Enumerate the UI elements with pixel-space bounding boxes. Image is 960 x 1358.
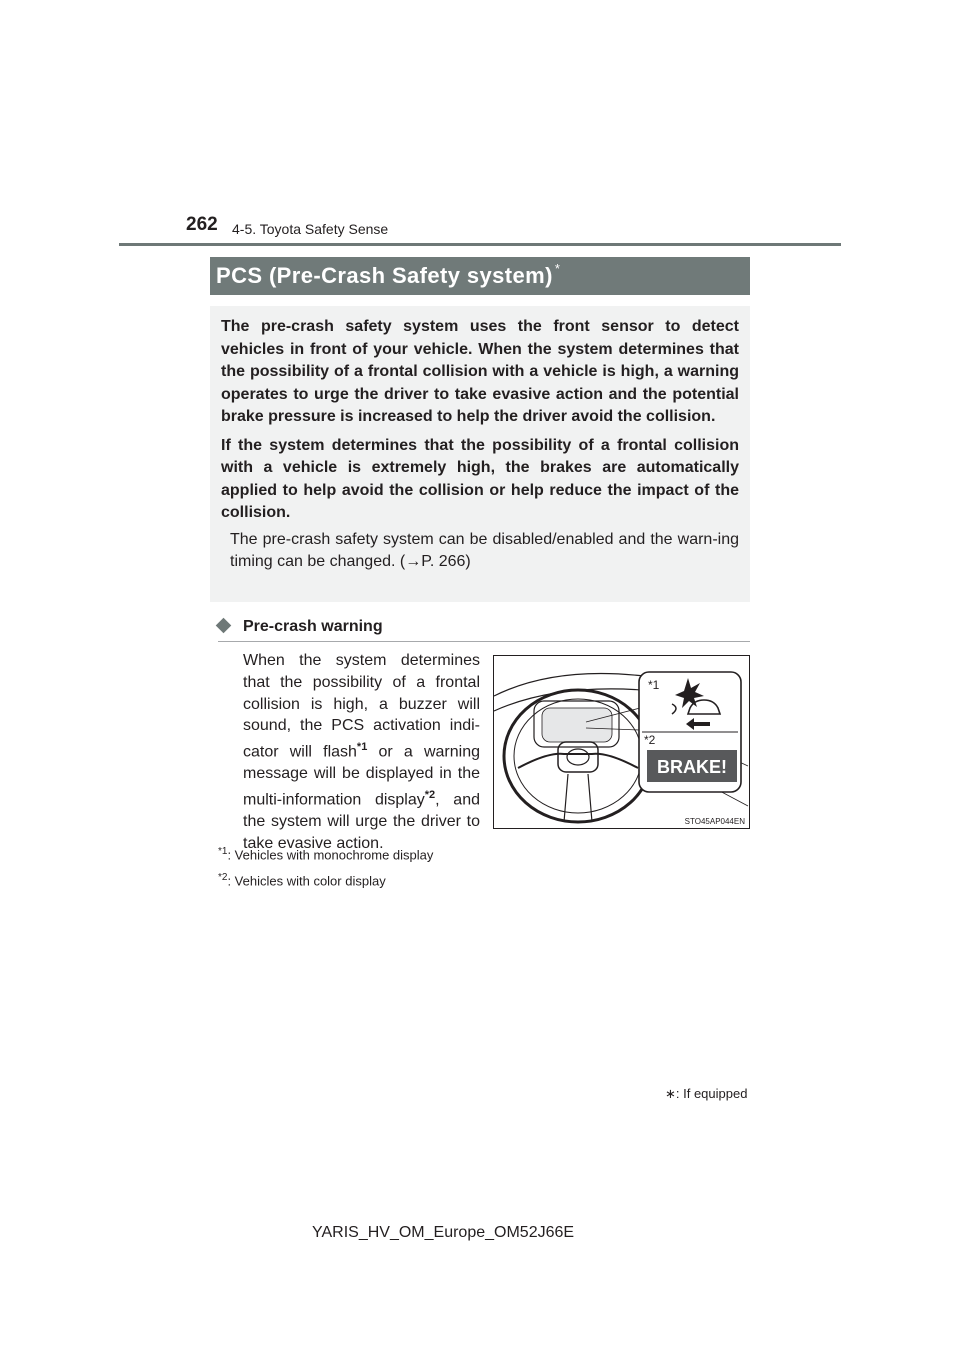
page-number: 262 <box>186 214 218 235</box>
intro-note: The pre-crash safety system can be disabled/enabled and the warn-ing timing can be changed. (→P. 266) <box>230 530 739 570</box>
document-code-footer: YARIS_HV_OM_Europe_OM52J66E <box>312 1224 575 1241</box>
illustration-code: STO45AP044EN <box>684 817 745 826</box>
footnote-1-text: : Vehicles with monochrome display <box>227 847 434 863</box>
if-equipped-marker: * <box>554 261 561 276</box>
steering-wheel-spoke <box>518 754 638 768</box>
diamond-bullet-icon <box>216 618 232 634</box>
body-part-2: or a warning message will be displayed in the multi-information display <box>243 743 480 809</box>
dashboard-top-line <box>494 674 644 697</box>
page-title-text: PCS (Pre-Crash Safety system) <box>216 263 553 288</box>
body-part-3: , and the system will urge the driver to take evasive action. <box>243 791 480 853</box>
footnote-2 <box>218 872 386 888</box>
footnote-ref-1: *1 <box>356 741 368 754</box>
body-part-1: When the system determines that the possibility of a frontal collision is high, a buzzer will sound, the PCS activation indi-cator will flash <box>243 652 480 761</box>
subsection-title: Pre-crash warning <box>243 618 383 635</box>
steering-wheel-logo <box>567 749 589 765</box>
footnote-ref-2: *2 <box>424 789 436 802</box>
dashboard-illustration <box>493 655 750 829</box>
dashboard-drawing <box>494 656 749 828</box>
illustration-label-1: *1 <box>648 678 660 692</box>
header-rule <box>119 243 841 246</box>
illustration-label-2: *2 <box>644 733 656 747</box>
footnote-2-text: : Vehicles with color display <box>227 873 386 889</box>
if-equipped-note: ∗: If equipped <box>665 1086 748 1101</box>
subsection-heading <box>218 617 750 642</box>
footnote-2-mark: *2 <box>218 872 228 883</box>
steering-column <box>564 774 592 822</box>
footnote-1-mark: *1 <box>218 846 228 857</box>
section-label: 4-5. Toyota Safety Sense <box>232 221 389 237</box>
footnote-1 <box>218 846 433 862</box>
intro-paragraph-2: If the system determines that the possibility of a frontal collision with a vehicle is extremely high, the brakes are automatically applied to help avoid the collision or help reduce the impact of the collision. <box>221 436 739 521</box>
page-title <box>210 257 750 295</box>
intro-paragraph-1: The pre-crash safety system uses the front sensor to detect vehicles in front of your vehicle. When the system determines that the possibility of a frontal collision with a vehicle is high, a warning operates to urge the driver to take evasive action and the potential brake pressure is increased to help the driver avoid the collision. <box>221 318 739 425</box>
pre-crash-warning-text <box>243 650 480 855</box>
brake-message: BRAKE! <box>657 757 727 777</box>
cluster-screen <box>542 708 612 742</box>
intro-box <box>210 306 750 602</box>
